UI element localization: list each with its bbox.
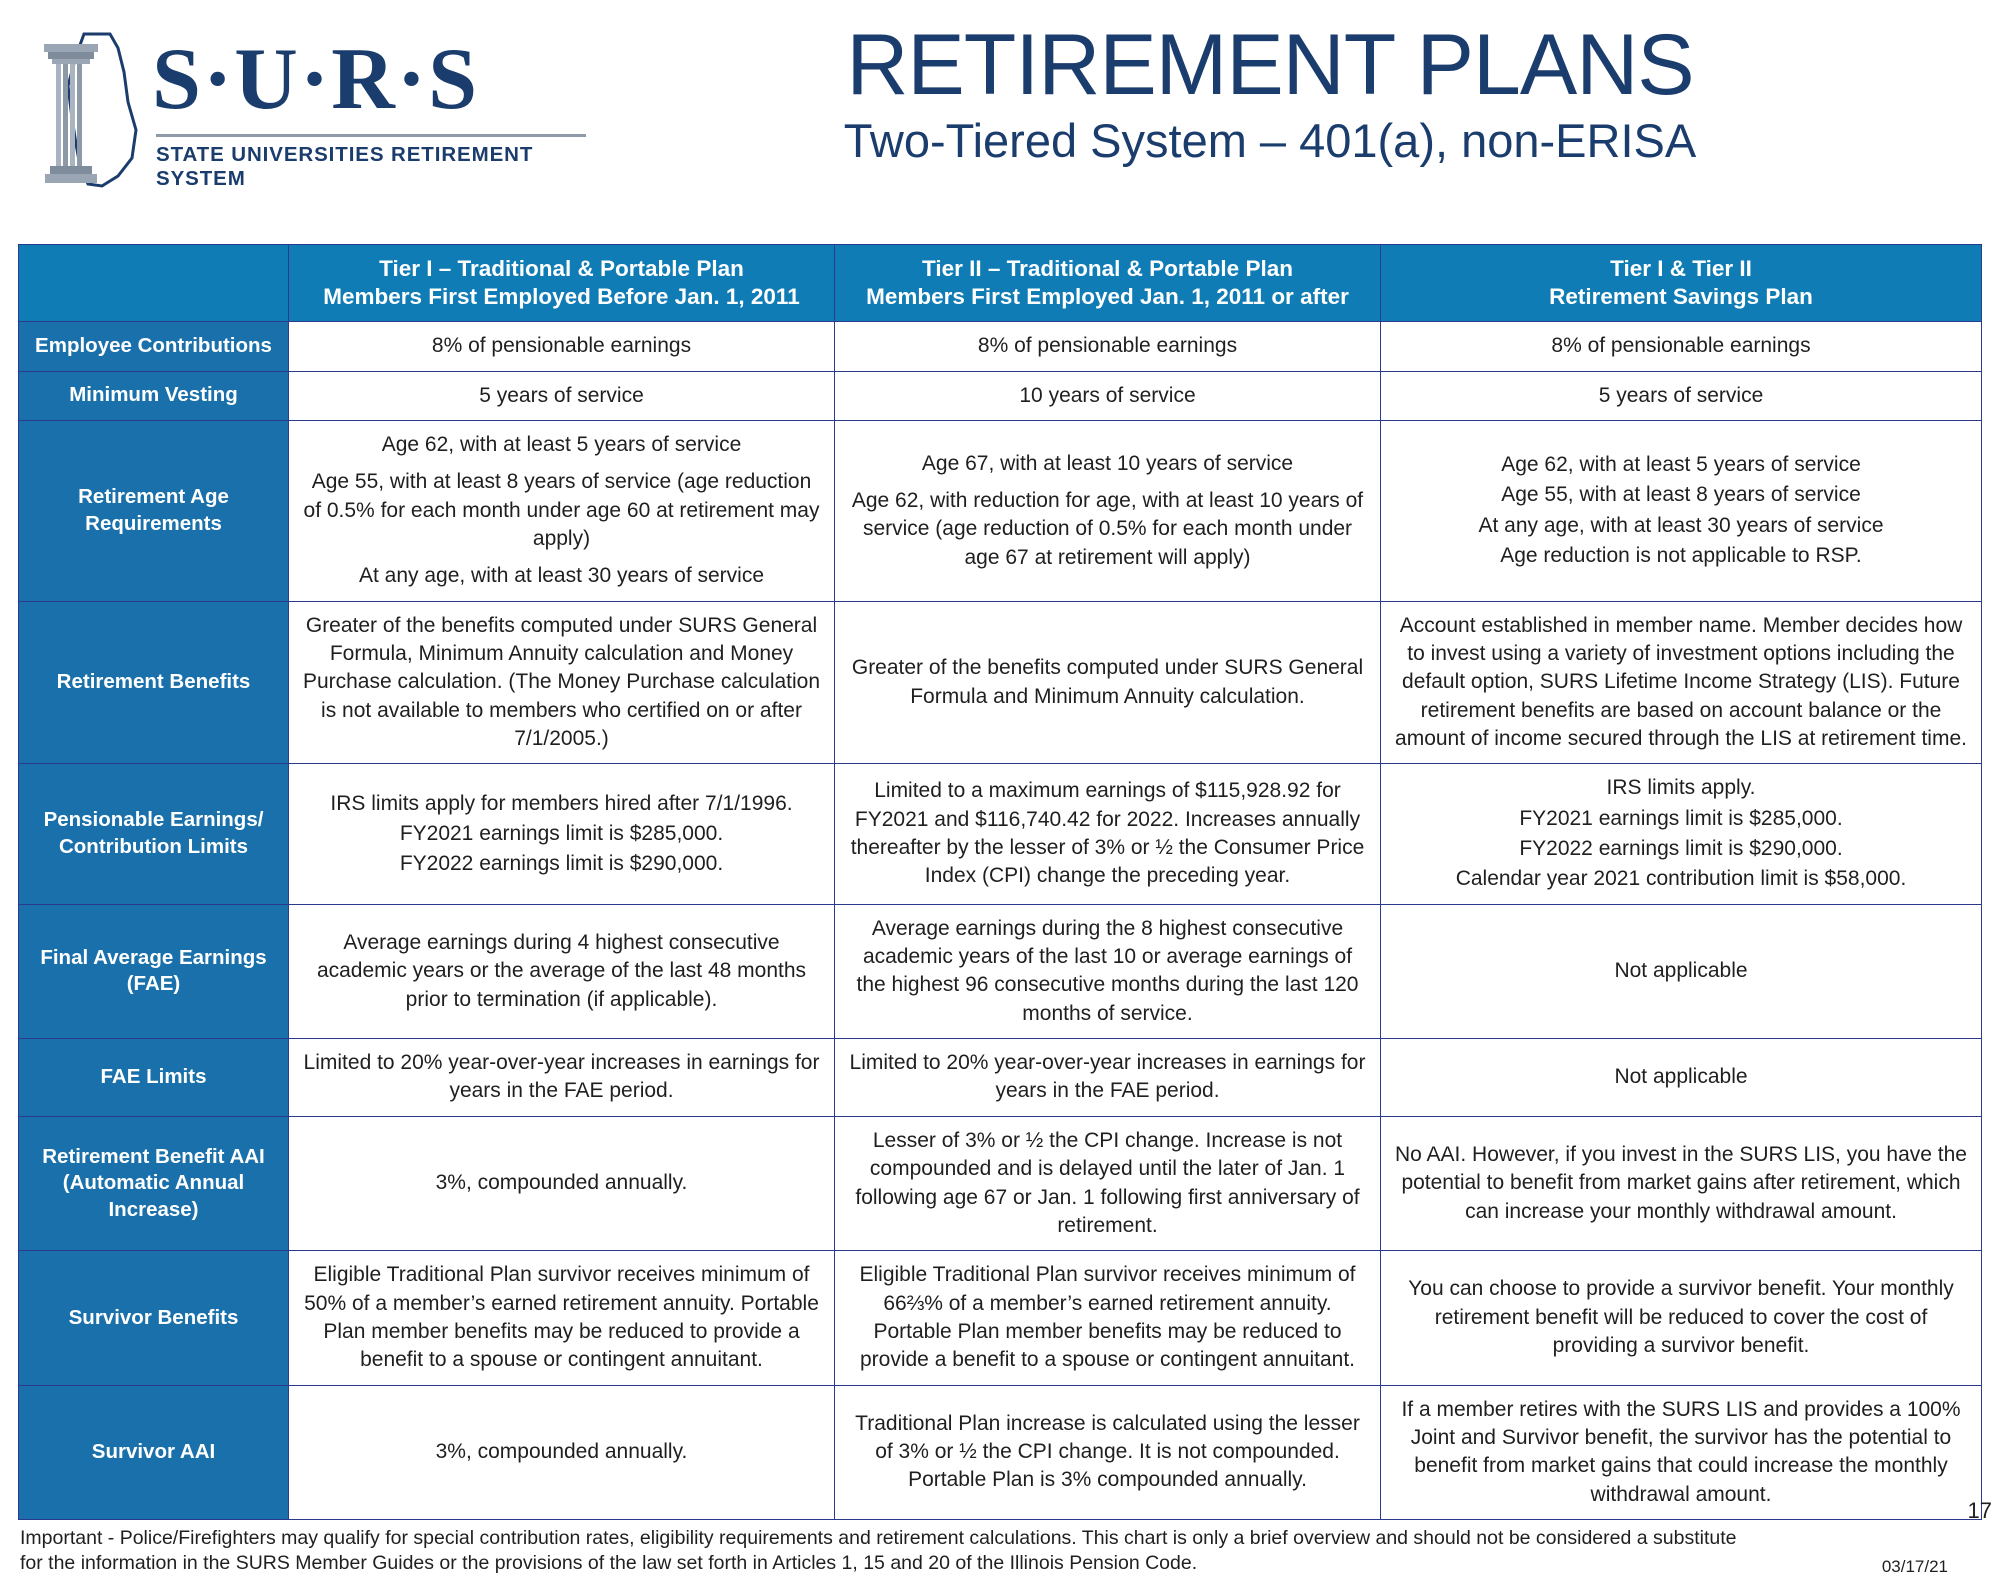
- retirement-plans-table: [18, 244, 1982, 1520]
- column-header-rsp: [1381, 245, 1982, 322]
- row-label-retirement-benefit-aai: Retirement Benefit AAI (Automatic Annual Increase): [19, 1116, 289, 1250]
- cell-tier2: Greater of the benefits computed under SURS General Formula and Minimum Annuity calculation.: [835, 601, 1381, 764]
- cell-tier2: Limited to 20% year-over-year increases in earnings for years in the FAE period.: [835, 1039, 1381, 1117]
- column-header-line2: Retirement Savings Plan: [1549, 284, 1813, 310]
- row-label-retirement-benefits: Retirement Benefits: [19, 601, 289, 764]
- page-subtitle: Two-Tiered System – 401(a), non-ERISA: [843, 113, 1697, 167]
- cell-rsp: Age 62, with at least 5 years of service Age 55, with at least 8 years of service At any age, with at least 30 years of service Age reduction is not applicable to RSP.: [1381, 420, 1982, 601]
- cell-rsp: Not applicable: [1381, 904, 1982, 1038]
- footnote-line-1: Important - Police/Firefighters may qualify for special contribution rates, eligibility requirements and retirement calculations. This chart is only a brief overview and should not be considered a substitute: [20, 1526, 1737, 1549]
- cell-rsp: If a member retires with the SURS LIS and provides a 100% Joint and Survivor benefit, the survivor has the potential to benefit from market gains that could increase the monthly withdrawal amount.: [1381, 1385, 1982, 1519]
- cell-rsp: You can choose to provide a survivor benefit. Your monthly retirement benefit will be reduced to cover the cost of providing a survivor benefit.: [1381, 1251, 1982, 1385]
- cell-tier1: 3%, compounded annually.: [289, 1385, 835, 1519]
- table-row: [19, 601, 1982, 764]
- cell-tier2: Lesser of 3% or ½ the CPI change. Increase is not compounded and is delayed until the later of Jan. 1 following age 67 or Jan. 1 following first anniversary of retirement.: [835, 1116, 1381, 1250]
- cell-tier1: IRS limits apply for members hired after 7/1/1996. FY2021 earnings limit is $285,000. FY2022 earnings limit is $290,000.: [289, 764, 835, 904]
- table-row: [19, 1039, 1982, 1117]
- logo-divider: [156, 134, 586, 137]
- cell-tier1: 5 years of service: [289, 371, 835, 420]
- page-header: [18, 0, 1982, 240]
- row-label-survivor-aai: Survivor AAI: [19, 1385, 289, 1519]
- column-header-tier-1: [289, 245, 835, 322]
- footnote: [18, 1526, 1982, 1576]
- table-row: [19, 1116, 1982, 1250]
- surs-logo: [18, 10, 598, 196]
- cell-tier1: 8% of pensionable earnings: [289, 322, 835, 371]
- row-label-pensionable-earnings-limits: Pensionable Earnings/ Contribution Limits: [19, 764, 289, 904]
- row-label-survivor-benefits: Survivor Benefits: [19, 1251, 289, 1385]
- cell-rsp: IRS limits apply. FY2021 earnings limit is $285,000. FY2022 earnings limit is $290,000. Calendar year 2021 contribution limit is $58,000.: [1381, 764, 1982, 904]
- cell-tier1: Eligible Traditional Plan survivor receives minimum of 50% of a member’s earned retirement annuity. Portable Plan member benefits may be reduced to provide a benefit to a spouse or contingent annuitant.: [289, 1251, 835, 1385]
- page-number: 17: [1967, 1498, 1992, 1523]
- page-title: RETIREMENT PLANS: [846, 17, 1694, 113]
- cell-tier2: Age 67, with at least 10 years of service Age 62, with reduction for age, with at least 10 years of service (age reduction of 0.5% for each month under age 67 at retirement will apply): [835, 420, 1381, 601]
- column-header-line2: Members First Employed Before Jan. 1, 2011: [323, 284, 800, 310]
- row-label-employee-contributions: Employee Contributions: [19, 322, 289, 371]
- cell-tier1: 3%, compounded annually.: [289, 1116, 835, 1250]
- table-row: [19, 371, 1982, 420]
- cell-rsp: Not applicable: [1381, 1039, 1982, 1117]
- table-row: [19, 1251, 1982, 1385]
- cell-tier2: Traditional Plan increase is calculated using the lesser of 3% or ½ the CPI change. It is not compounded. Portable Plan is 3% compounded annually.: [835, 1385, 1381, 1519]
- cell-tier2: Eligible Traditional Plan survivor receives minimum of 66⅔% of a member’s earned retirement annuity. Portable Plan member benefits may be reduced to provide a benefit to a spouse or contingent annuitant.: [835, 1251, 1381, 1385]
- column-header-line2: Members First Employed Jan. 1, 2011 or after: [866, 284, 1349, 310]
- surs-pillar-illinois-logo-icon: [32, 26, 150, 196]
- row-label-fae-limits: FAE Limits: [19, 1039, 289, 1117]
- table-row: [19, 322, 1982, 371]
- table-row: [19, 420, 1982, 601]
- table-row: [19, 1385, 1982, 1519]
- column-header-line1: Tier II – Traditional & Portable Plan: [922, 256, 1293, 281]
- cell-rsp: 8% of pensionable earnings: [1381, 322, 1982, 371]
- surs-wordmark-text: S·U·R·S: [152, 31, 480, 128]
- column-header-line1: Tier I – Traditional & Portable Plan: [379, 256, 744, 281]
- title-block: [598, 10, 1982, 168]
- table-corner-cell: [19, 245, 289, 322]
- cell-rsp: Account established in member name. Member decides how to invest using a variety of investment options including the default option, SURS Lifetime Income Strategy (LIS). Future retirement benefits are based on account balance or the amount of income secured through the LIS at retirement time.: [1381, 601, 1982, 764]
- cell-tier2: 8% of pensionable earnings: [835, 322, 1381, 371]
- cell-tier1: Limited to 20% year-over-year increases in earnings for years in the FAE period.: [289, 1039, 835, 1117]
- cell-tier1: Average earnings during 4 highest consecutive academic years or the average of the last 48 months prior to termination (if applicable).: [289, 904, 835, 1038]
- row-label-retirement-age-requirements: Retirement Age Requirements: [19, 420, 289, 601]
- cell-tier2: 10 years of service: [835, 371, 1381, 420]
- surs-wordmark: [152, 26, 598, 191]
- surs-tagline: STATE UNIVERSITIES RETIREMENT SYSTEM: [156, 143, 534, 190]
- cell-rsp: No AAI. However, if you invest in the SURS LIS, you have the potential to benefit from market gains after retirement, which can increase your monthly withdrawal amount.: [1381, 1116, 1982, 1250]
- row-label-final-average-earnings: Final Average Earnings (FAE): [19, 904, 289, 1038]
- table-row: [19, 764, 1982, 904]
- cell-tier2: Average earnings during the 8 highest consecutive academic years of the last 10 or average earnings of the highest 96 consecutive months during the last 120 months of service.: [835, 904, 1381, 1038]
- column-header-line1: Tier I & Tier II: [1610, 256, 1752, 281]
- cell-tier2: Limited to a maximum earnings of $115,928.92 for FY2021 and $116,740.42 for 2022. Increases annually thereafter by the lesser of 3% or ½ the Consumer Price Index (CPI) change the preceding year.: [835, 764, 1381, 904]
- cell-tier1: Greater of the benefits computed under SURS General Formula, Minimum Annuity calculation and Money Purchase calculation. (The Money Purchase calculation is not available to members who certified on or after 7/1/2005.): [289, 601, 835, 764]
- column-header-tier-2: [835, 245, 1381, 322]
- cell-tier1: Age 62, with at least 5 years of service Age 55, with at least 8 years of service (age reduction of 0.5% for each month under age 60 at retirement may apply) At any age, with at least 30 years of service: [289, 420, 835, 601]
- revision-date: 03/17/21: [1881, 1556, 1948, 1576]
- table-row: [19, 904, 1982, 1038]
- footnote-line-2: for the information in the SURS Member Guides or the provisions of the law set forth in Articles 1, 15 and 20 of the Illinois Pension Code.: [20, 1551, 1198, 1574]
- cell-rsp: 5 years of service: [1381, 371, 1982, 420]
- table-header-row: [19, 245, 1982, 322]
- row-label-minimum-vesting: Minimum Vesting: [19, 371, 289, 420]
